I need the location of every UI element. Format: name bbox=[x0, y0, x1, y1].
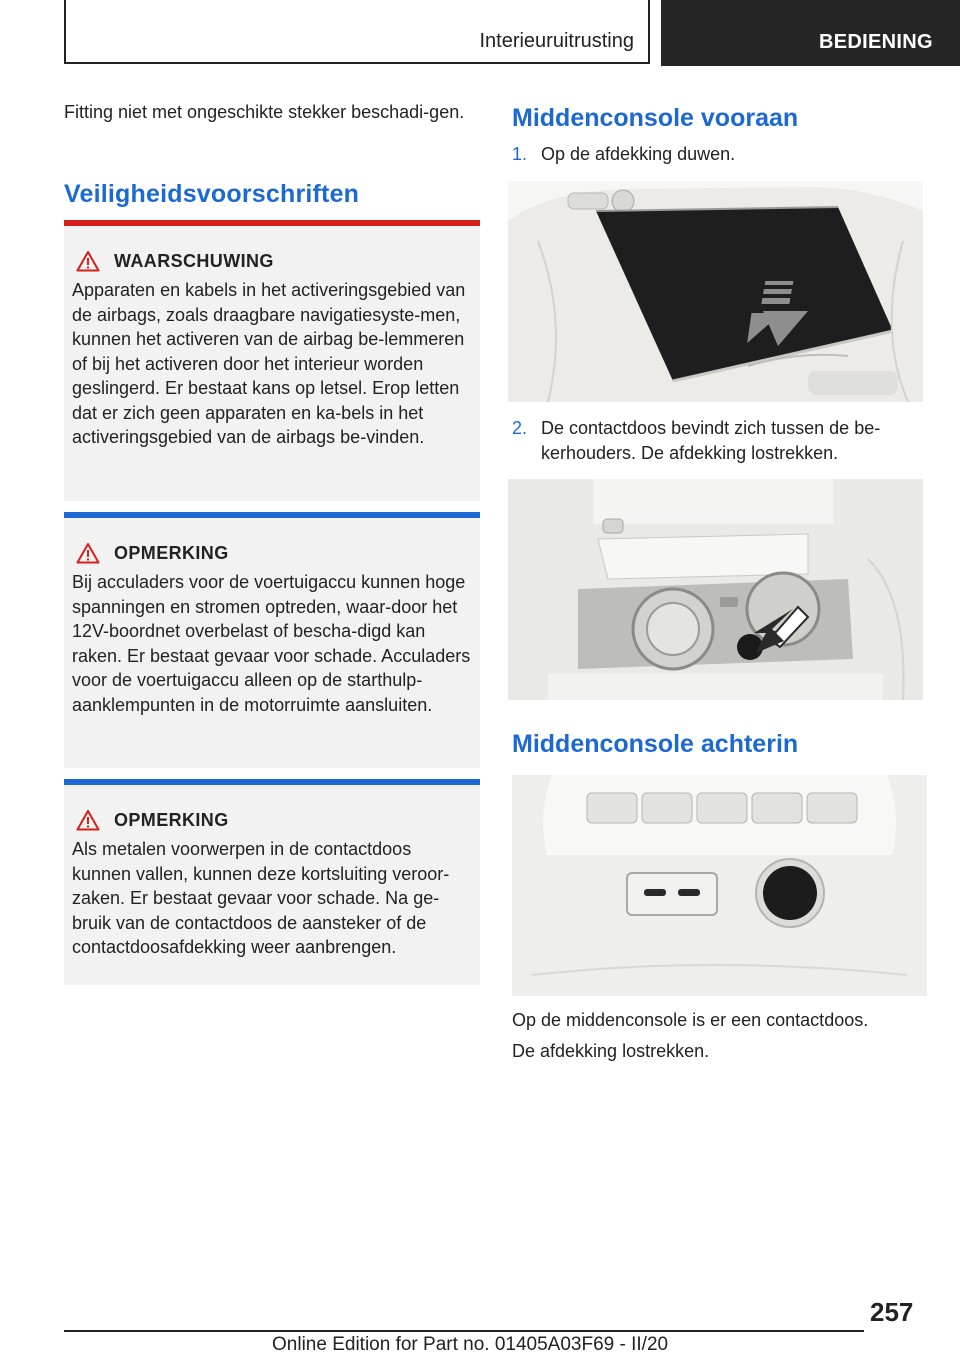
warning-notice bbox=[64, 220, 480, 501]
page-number: 257 bbox=[870, 1297, 914, 1327]
header-chapter-tab bbox=[661, 0, 960, 66]
image-front-console-socket bbox=[508, 479, 923, 700]
rear-console-text-1: Op de middenconsole is er een contactdoos. bbox=[512, 1010, 869, 1030]
step-1 bbox=[512, 142, 932, 167]
footer-edition: Online Edition for Part no. 01405A03F69 - II/20 bbox=[272, 1334, 669, 1355]
warning-triangle-icon bbox=[76, 250, 100, 272]
notice-body: Bij acculaders voor de voertuigaccu kunnen hoge spanningen en stromen optreden, waar-door het 12V-boordnet overbelast of bescha-digd kan raken. Er bestaat gevaar voor schade. Acculaders voor de voertuigaccu alleen op de starthulp-aanklempunten in de motorruimte aansluiten. bbox=[72, 572, 471, 715]
step-text: Op de afdekking duwen. bbox=[541, 144, 736, 164]
notice-title: OPMERKING bbox=[114, 809, 229, 830]
heading-rear-console: Middenconsole achterin bbox=[512, 730, 799, 758]
rear-console-text-2: De afdekking lostrekken. bbox=[512, 1041, 710, 1061]
header-section-tab bbox=[64, 0, 650, 64]
notice-body: Als metalen voorwerpen in de contactdoos kunnen vallen, kunnen deze kortsluiting veroor-zaken. Er bestaat gevaar voor schade. Na ge-bruik van de contactdoos de aansteker of de contactdoosafdekking weer aanbrengen. bbox=[72, 839, 450, 957]
header-section-title: Interieuruitrusting bbox=[479, 30, 634, 52]
footer-divider bbox=[64, 1330, 864, 1332]
step-2 bbox=[512, 416, 932, 466]
intro-paragraph: Fitting niet met ongeschikte stekker beschadi-gen. bbox=[64, 102, 465, 122]
left-column bbox=[64, 100, 480, 125]
warning-triangle-icon bbox=[76, 542, 100, 564]
image-rear-console-socket bbox=[512, 775, 927, 996]
image-front-console-cover bbox=[508, 181, 923, 402]
notice-title: OPMERKING bbox=[114, 542, 229, 563]
heading-safety: Veiligheidsvoorschriften bbox=[64, 180, 360, 208]
notice-metal-objects bbox=[64, 779, 480, 985]
notice-title: WAARSCHUWING bbox=[114, 250, 274, 271]
step-number: 2. bbox=[512, 418, 528, 438]
header-chapter-title: BEDIENING bbox=[819, 31, 933, 53]
step-number: 1. bbox=[512, 144, 528, 164]
notice-body: Apparaten en kabels in het activeringsgebied van de airbags, zoals draagbare navigatiesyste-men, kunnen het activeren van de airbag be-lemmeren of bij het activeren door het interieur worden geslingerd. Er bestaat kans op letsel. Erop letten dat er zich geen apparaten en ka-bels in het activeringsgebied van de airbags be-vinden. bbox=[72, 280, 466, 447]
warning-triangle-icon bbox=[76, 809, 100, 831]
notice-charger bbox=[64, 512, 480, 768]
step-text: De contactdoos bevindt zich tussen de be-kerhouders. De afdekking lostrekken. bbox=[541, 418, 881, 463]
heading-front-console: Middenconsole vooraan bbox=[512, 104, 799, 132]
